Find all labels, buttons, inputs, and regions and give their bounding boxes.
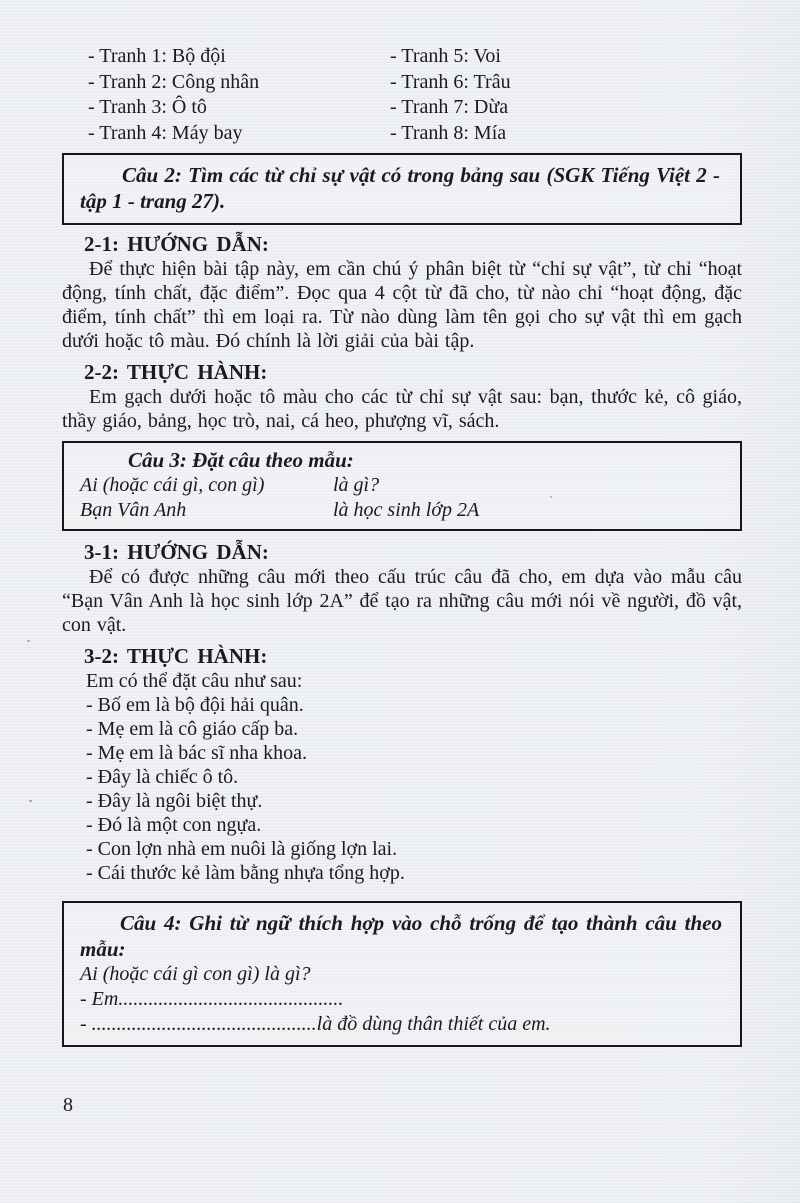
scan-speck	[29, 800, 32, 802]
question3-box	[62, 441, 742, 531]
example-sentence: - Mẹ em là cô giáo cấp ba.	[86, 718, 299, 740]
example-sentence: - Mẹ em là bác sĩ nha khoa.	[86, 742, 308, 764]
page-number: 8	[63, 1094, 73, 1116]
question4-box	[62, 901, 742, 1047]
picture-list-item: - Tranh 6: Trâu	[390, 70, 511, 93]
fill-blank-line-2: - .............................................là đồ dùng thân thiết của em.	[80, 1013, 551, 1035]
picture-caption-list	[88, 44, 742, 146]
pattern-predicate: là gì?	[333, 474, 380, 496]
guide-paragraph-3-1: Để có được những câu mới theo cấu trúc câu đã cho, em dựa vào mẫu câu “Bạn Vân Anh là học sinh lớp 2A” để tạo ra những câu mới nói về người, đồ vật, con vật.	[62, 566, 742, 636]
example-sentence: - Con lợn nhà em nuôi là giống lợn lai.	[86, 838, 398, 860]
question3-pattern-row	[80, 473, 724, 498]
question3-example-row	[80, 498, 724, 523]
section-heading-2-1: 2-1: HƯỚNG DẪN:	[84, 232, 269, 256]
pattern-subject: Ai (hoặc cái gì, con gì)	[80, 474, 265, 496]
section-heading-3-1: 3-1: HƯỚNG DẪN:	[84, 540, 269, 564]
fill-blank-line-1: - Em.............................................	[80, 988, 344, 1010]
example-sentence: - Đây là ngôi biệt thự.	[86, 790, 263, 812]
section-heading-2-2: 2-2: THỰC HÀNH:	[84, 360, 268, 384]
example-sentence: - Đây là chiếc ô tô.	[86, 766, 239, 788]
picture-list-item: - Tranh 8: Mía	[390, 121, 507, 144]
question2-box	[62, 153, 742, 225]
picture-list-item: - Tranh 2: Công nhân	[88, 70, 260, 93]
page-content	[0, 44, 800, 1047]
practice-sentences-3-2	[86, 669, 742, 885]
practice-paragraph-2-2: Em gạch dưới hoặc tô màu cho các từ chỉ sự vật sau: bạn, thước kẻ, cô giáo, thầy giáo, bảng, học trò, nai, cá heo, phượng vĩ, sách.	[62, 386, 742, 432]
question3-title: Câu 3: Đặt câu theo mẫu:	[128, 448, 354, 472]
question2-title: Câu 2: Tìm các từ chỉ sự vật có trong bảng sau (SGK Tiếng Việt 2 - tập 1 - trang 27).	[80, 163, 720, 213]
section-heading-3-2: 3-2: THỰC HÀNH:	[84, 644, 268, 668]
picture-list-column-right	[390, 44, 742, 146]
question4-title: Câu 4: Ghi từ ngữ thích hợp vào chỗ trống để tạo thành câu theo mẫu:	[80, 911, 722, 961]
picture-list-item: - Tranh 7: Dừa	[390, 96, 509, 118]
example-sentence: - Đó là một con ngựa.	[86, 814, 262, 836]
picture-list-item: - Tranh 5: Voi	[390, 45, 501, 67]
example-subject: Bạn Vân Anh	[80, 499, 187, 521]
picture-list-item: - Tranh 3: Ô tô	[88, 96, 207, 118]
example-sentence: - Cái thước kẻ làm bằng nhựa tổng hợp.	[86, 862, 405, 884]
picture-list-item: - Tranh 1: Bộ đội	[88, 45, 226, 67]
picture-list-item: - Tranh 4: Máy bay	[88, 121, 243, 144]
scan-speck	[550, 496, 552, 498]
picture-list-column-left	[88, 44, 390, 146]
guide-paragraph-2-1: Để thực hiện bài tập này, em cần chú ý phân biệt từ “chỉ sự vật”, từ chỉ “hoạt động, tính chất, đặc điểm”. Đọc qua 4 cột từ đã cho, từ nào chỉ “hoạt động, đặc điểm, tính chất” thì em loại ra. Từ nào dùng làm tên gọi cho sự vật thì em gạch dưới hoặc tô màu. Đó chính là lời giải của bài tập.	[62, 258, 742, 352]
example-predicate: là học sinh lớp 2A	[333, 499, 480, 521]
example-sentence: - Bố em là bộ đội hải quân.	[86, 694, 304, 716]
practice-intro: Em có thể đặt câu như sau:	[86, 670, 303, 692]
question4-pattern-line: Ai (hoặc cái gì con gì) là gì?	[80, 963, 311, 985]
scan-speck	[492, 100, 494, 102]
